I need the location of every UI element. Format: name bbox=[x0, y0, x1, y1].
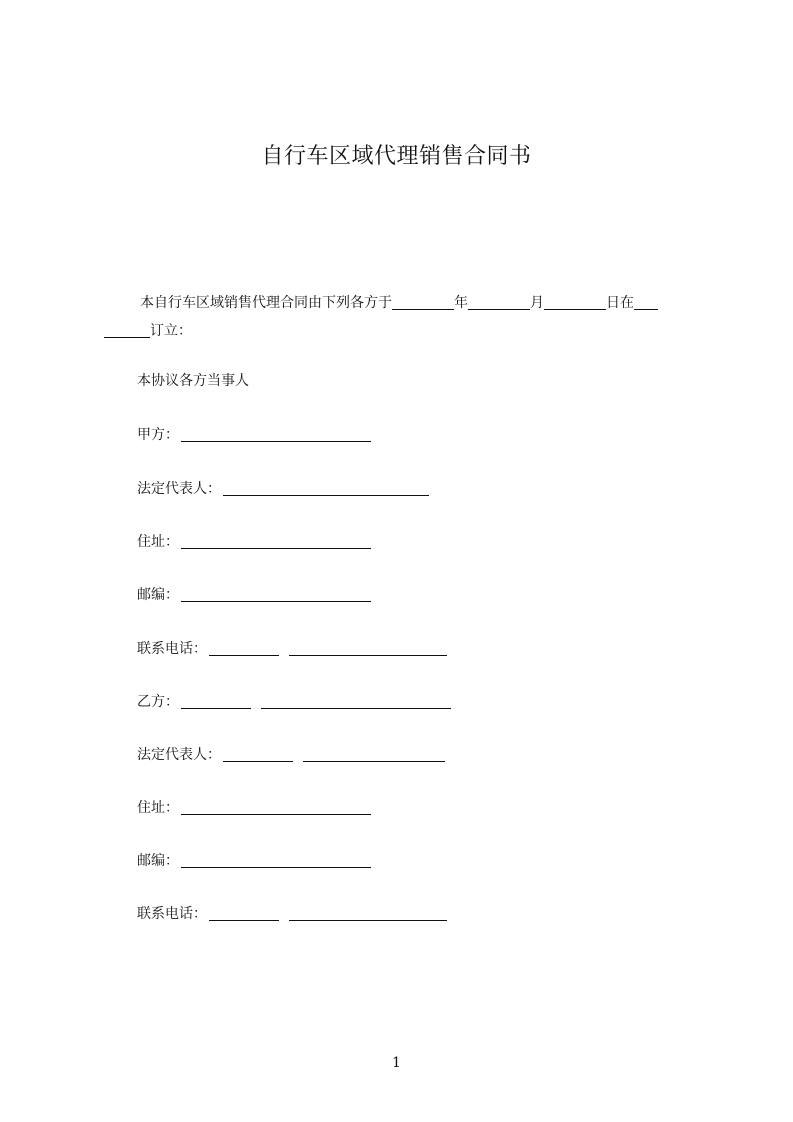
place-blank[interactable] bbox=[634, 295, 658, 310]
intro-text: 本自行车区域销售代理合同由下列各方于 bbox=[140, 295, 392, 311]
party-a-address-blank[interactable] bbox=[181, 534, 371, 549]
party-b-postcode-label: 邮编： bbox=[137, 853, 179, 869]
party-b-rep-label: 法定代表人： bbox=[137, 747, 221, 763]
party-b-rep-blank-2[interactable] bbox=[303, 747, 445, 762]
party-b-postcode-row bbox=[137, 851, 371, 871]
party-b-name-blank-2[interactable] bbox=[261, 694, 451, 709]
party-b-phone-label: 联系电话： bbox=[137, 906, 207, 922]
party-a-rep-row bbox=[137, 479, 429, 499]
parties-heading: 本协议各方当事人 bbox=[137, 373, 249, 389]
party-b-rep-row bbox=[137, 745, 445, 765]
document-title: 自行车区域代理销售合同书 bbox=[261, 144, 532, 169]
page-number: 1 bbox=[392, 1055, 401, 1071]
party-b-phone-blank-2[interactable] bbox=[289, 906, 447, 921]
party-a-phone-blank-1[interactable] bbox=[209, 641, 279, 656]
party-a-rep-label: 法定代表人： bbox=[137, 481, 221, 497]
day-blank[interactable] bbox=[544, 295, 606, 310]
party-b-postcode-blank[interactable] bbox=[181, 853, 371, 868]
party-b-address-row bbox=[137, 798, 371, 818]
party-a-postcode-row bbox=[137, 585, 371, 605]
party-a-rep-blank[interactable] bbox=[223, 481, 429, 496]
year-label: 年 bbox=[454, 295, 468, 311]
party-a-address-row bbox=[137, 532, 371, 552]
month-label: 月 bbox=[530, 295, 544, 311]
party-b-name-row bbox=[137, 692, 451, 712]
month-blank[interactable] bbox=[468, 295, 530, 310]
party-b-address-label: 住址： bbox=[137, 800, 179, 816]
signed-label: 订立： bbox=[150, 323, 192, 339]
day-at-label: 日在 bbox=[606, 295, 634, 311]
party-a-phone-row bbox=[137, 639, 447, 659]
party-b-name-label: 乙方： bbox=[137, 694, 179, 710]
party-a-postcode-blank[interactable] bbox=[181, 587, 371, 602]
party-a-name-blank[interactable] bbox=[181, 427, 371, 442]
place-blank-continued[interactable] bbox=[104, 323, 150, 338]
party-a-name-row bbox=[137, 425, 371, 445]
party-b-address-blank[interactable] bbox=[181, 800, 371, 815]
intro-paragraph bbox=[104, 289, 704, 345]
party-b-rep-blank-1[interactable] bbox=[223, 747, 293, 762]
party-b-name-blank-1[interactable] bbox=[181, 694, 251, 709]
year-blank[interactable] bbox=[392, 295, 454, 310]
party-b-phone-row bbox=[137, 904, 447, 924]
party-b-phone-blank-1[interactable] bbox=[209, 906, 279, 921]
party-a-phone-blank-2[interactable] bbox=[289, 641, 447, 656]
party-a-phone-label: 联系电话： bbox=[137, 641, 207, 657]
party-a-name-label: 甲方： bbox=[137, 427, 179, 443]
party-a-address-label: 住址： bbox=[137, 534, 179, 550]
party-a-postcode-label: 邮编： bbox=[137, 587, 179, 603]
